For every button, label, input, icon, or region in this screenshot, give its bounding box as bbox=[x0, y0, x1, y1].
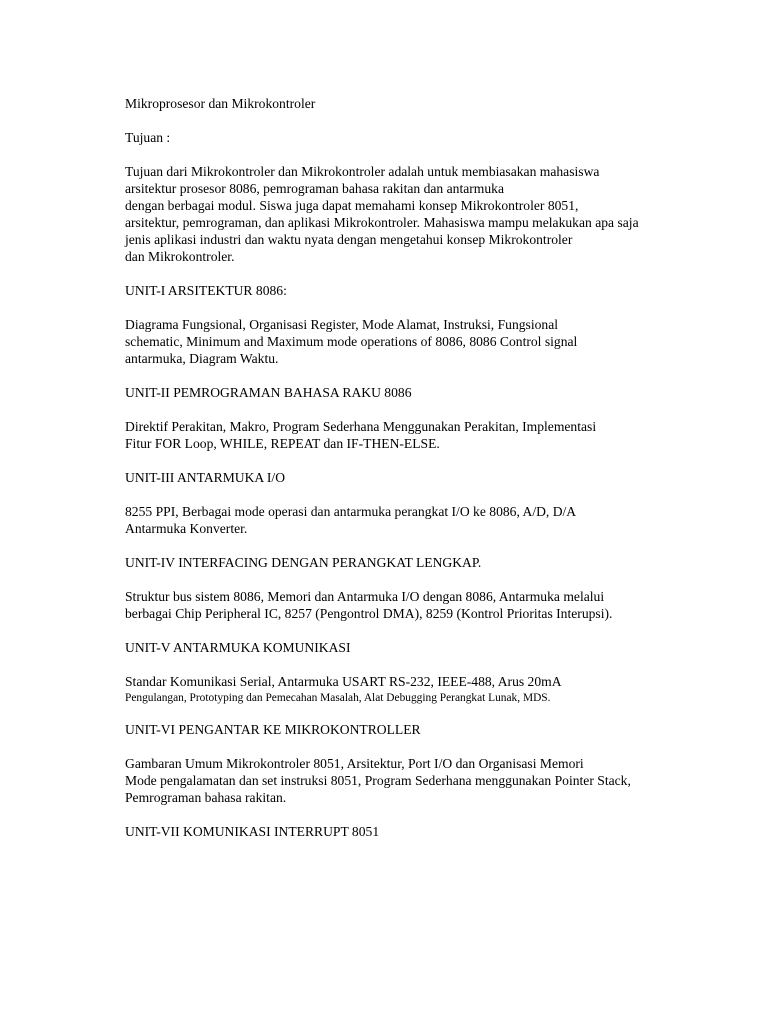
paragraph-line: antarmuka, Diagram Waktu. bbox=[125, 350, 279, 366]
unit-2-heading: UNIT-II PEMROGRAMAN BAHASA RAKU 8086 bbox=[125, 384, 412, 400]
paragraph-line: dan Mikrokontroler. bbox=[125, 248, 235, 264]
unit-1-heading: UNIT-I ARSITEKTUR 8086: bbox=[125, 282, 287, 298]
unit-heading-block bbox=[125, 385, 715, 402]
paragraph-line-small: Pengulangan, Prototyping dan Pemecahan Masalah, Alat Debugging Perangkat Lunak, MDS. bbox=[125, 692, 551, 705]
document-page bbox=[125, 96, 715, 858]
objective-heading: Tujuan : bbox=[125, 130, 171, 146]
paragraph-line: dengan berbagai modul. Siswa juga dapat memahami konsep Mikrokontroler 8051, bbox=[125, 198, 579, 213]
paragraph-line: Standar Komunikasi Serial, Antarmuka USART RS-232, IEEE-488, Arus 20mA bbox=[125, 674, 562, 690]
paragraph-line: Pemrograman bahasa rakitan. bbox=[125, 790, 287, 806]
unit-6-paragraph bbox=[125, 756, 715, 807]
unit-5-paragraph bbox=[125, 674, 715, 705]
unit-6-heading: UNIT-VI PENGANTAR KE MIKROKONTROLLER bbox=[125, 722, 421, 738]
unit-3-heading: UNIT-III ANTARMUKA I/O bbox=[125, 469, 286, 485]
unit-heading-block bbox=[125, 640, 715, 657]
unit-heading-block bbox=[125, 555, 715, 572]
objective-heading-block bbox=[125, 130, 715, 147]
unit-5-heading: UNIT-V ANTARMUKA KOMUNIKASI bbox=[125, 640, 351, 656]
unit-2-paragraph bbox=[125, 419, 715, 453]
unit-4-paragraph bbox=[125, 589, 715, 623]
unit-7-heading: UNIT-VII KOMUNIKASI INTERRUPT 8051 bbox=[125, 824, 380, 840]
document-title-block bbox=[125, 96, 715, 113]
paragraph-line: Gambaran Umum Mikrokontroler 8051, Arsitektur, Port I/O dan Organisasi Memori bbox=[125, 756, 584, 772]
paragraph-line: berbagai Chip Peripheral IC, 8257 (Pengontrol DMA), 8259 (Kontrol Prioritas Interupsi). bbox=[125, 606, 613, 621]
unit-heading-block bbox=[125, 283, 715, 300]
objective-paragraph bbox=[125, 164, 715, 265]
document-title: Mikroprosesor dan Mikrokontroler bbox=[125, 96, 316, 111]
paragraph-line: Mode pengalamatan dan set instruksi 8051, Program Sederhana menggunakan Pointer Stack, bbox=[125, 773, 631, 789]
paragraph-line: Antarmuka Konverter. bbox=[125, 520, 248, 536]
paragraph-line: Diagrama Fungsional, Organisasi Register, Mode Alamat, Instruksi, Fungsional bbox=[125, 316, 559, 332]
paragraph-line: Direktif Perakitan, Makro, Program Sederhana Menggunakan Perakitan, Implementasi bbox=[125, 418, 597, 434]
unit-heading-block bbox=[125, 470, 715, 487]
paragraph-line: arsitektur, pemrograman, dan aplikasi Mikrokontroler. Mahasiswa mampu melakukan apa saja bbox=[125, 214, 639, 230]
paragraph-line: arsitektur prosesor 8086, pemrograman bahasa rakitan dan antarmuka bbox=[125, 181, 504, 197]
paragraph-line: jenis aplikasi industri dan waktu nyata dengan mengetahui konsep Mikrokontroler bbox=[125, 231, 573, 247]
unit-3-paragraph bbox=[125, 504, 715, 538]
unit-heading-block bbox=[125, 722, 715, 739]
paragraph-line: Fitur FOR Loop, WHILE, REPEAT dan IF-THEN-ELSE. bbox=[125, 435, 440, 451]
unit-1-paragraph bbox=[125, 317, 715, 368]
unit-heading-block bbox=[125, 824, 715, 841]
unit-4-heading: UNIT-IV INTERFACING DENGAN PERANGKAT LENGKAP. bbox=[125, 555, 482, 570]
paragraph-line: Tujuan dari Mikrokontroler dan Mikrokontroler adalah untuk membiasakan mahasiswa bbox=[125, 164, 600, 180]
paragraph-line: schematic, Minimum and Maximum mode operations of 8086, 8086 Control signal bbox=[125, 333, 578, 349]
paragraph-line: 8255 PPI, Berbagai mode operasi dan antarmuka perangkat I/O ke 8086, A/D, D/A bbox=[125, 504, 577, 519]
paragraph-line: Struktur bus sistem 8086, Memori dan Antarmuka I/O dengan 8086, Antarmuka melalui bbox=[125, 589, 605, 605]
